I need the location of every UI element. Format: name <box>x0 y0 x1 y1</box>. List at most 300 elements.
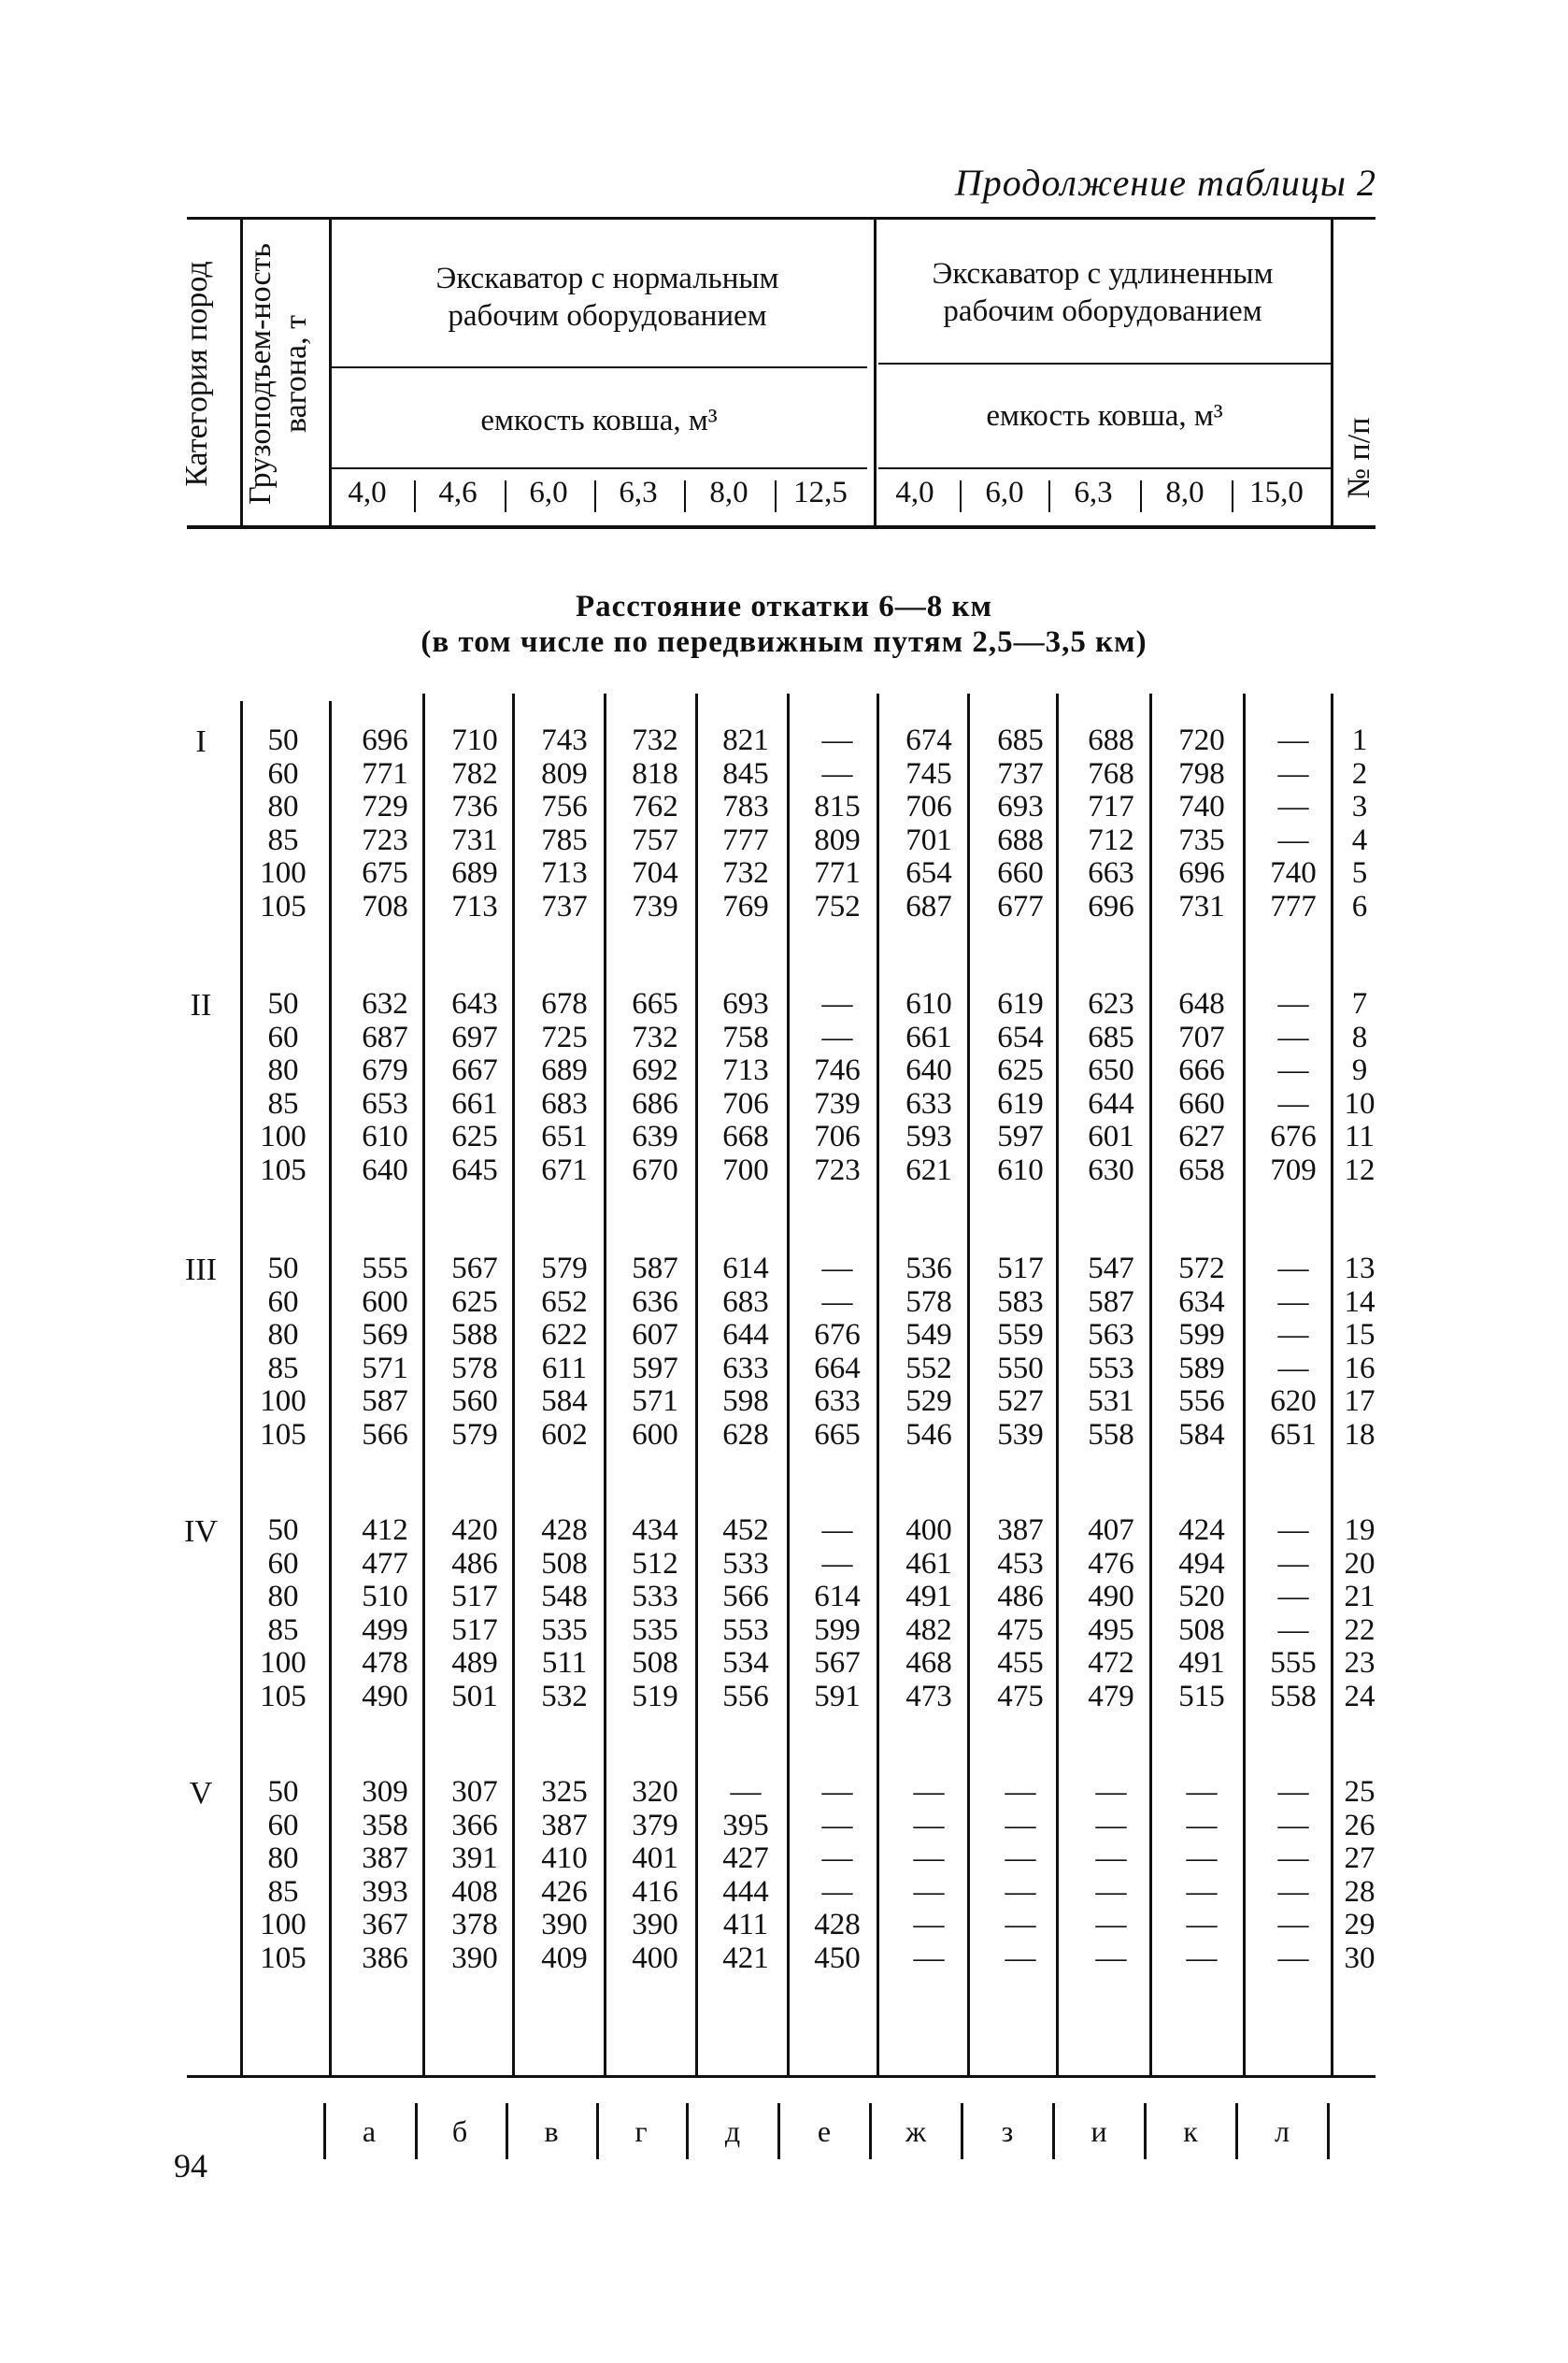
table-cell: 508 <box>1178 1612 1225 1647</box>
table-cell: 555 <box>362 1252 408 1285</box>
table-cell: 499 <box>362 1612 408 1647</box>
table-cell: — <box>913 1775 945 1809</box>
table-cell: 610 <box>997 1153 1044 1187</box>
header-bucket-extended: емкость ковша, м³ <box>986 399 1223 433</box>
table-cell: — <box>1095 1874 1127 1909</box>
letter-divider <box>323 2103 326 2159</box>
bucket-separator <box>1232 480 1233 512</box>
table-cell: 611 <box>541 1351 588 1385</box>
capacity-cell: 100 <box>260 1646 306 1680</box>
header-category: Категория пород <box>179 261 214 487</box>
capacity-cell: 85 <box>267 1612 299 1647</box>
table-cell: 777 <box>1270 889 1317 924</box>
table-cell: 486 <box>997 1580 1044 1613</box>
table-cell: 534 <box>722 1646 769 1680</box>
table-cell: 688 <box>997 823 1044 857</box>
table-cell: 740 <box>1178 790 1225 823</box>
bucket-size-extended: 15,0 <box>1249 476 1304 509</box>
table-cell: 752 <box>814 889 861 924</box>
table-cell: 768 <box>1088 756 1134 791</box>
row-number-cell: 20 <box>1344 1546 1376 1581</box>
table-cell: 552 <box>905 1351 952 1385</box>
table-cell: 395 <box>722 1808 769 1842</box>
table-cell: 704 <box>632 856 678 890</box>
column-letter: д <box>724 2114 741 2148</box>
capacity-cell: 80 <box>267 1580 299 1613</box>
table-cell: 674 <box>905 723 952 757</box>
capacity-cell: 105 <box>260 1153 306 1187</box>
table-cell: 654 <box>905 856 952 890</box>
table-cell: 517 <box>451 1612 498 1647</box>
table-cell: 556 <box>1178 1384 1225 1418</box>
header-group-extended: Экскаватор с удлиненным рабочим оборудованием <box>932 257 1274 328</box>
row-number-cell: 18 <box>1344 1417 1376 1452</box>
table-cell: 762 <box>632 790 678 823</box>
table-cell: 621 <box>905 1153 952 1187</box>
table-cell: 845 <box>722 756 769 791</box>
table-cell: — <box>1277 823 1309 857</box>
table-cell: 490 <box>1088 1580 1134 1613</box>
table-cell: 710 <box>451 723 498 757</box>
table-cell: 692 <box>632 1053 678 1087</box>
table-cell: 632 <box>362 987 408 1021</box>
table-cell: — <box>1277 1580 1309 1613</box>
row-number-cell: 11 <box>1345 1120 1375 1153</box>
table-cell: 550 <box>997 1351 1044 1385</box>
table-cell: 614 <box>814 1580 861 1613</box>
header-group-rule-extended <box>878 363 1331 365</box>
letter-divider <box>1327 2103 1330 2159</box>
table-cell: 461 <box>905 1546 952 1581</box>
table-cell: 735 <box>1178 823 1225 857</box>
table-cell: — <box>913 1874 945 1909</box>
header-bucket-rule-extended <box>878 467 1331 469</box>
row-number-cell: 15 <box>1344 1318 1376 1352</box>
row-number-cell: 19 <box>1344 1513 1376 1547</box>
table-cell: 723 <box>362 823 408 857</box>
bucket-separator <box>960 480 962 512</box>
table-cell: 731 <box>1178 889 1225 924</box>
table-cell: 434 <box>632 1513 678 1547</box>
table-cell: 697 <box>451 1020 498 1054</box>
header-capacity <box>243 234 318 514</box>
table-cell: 475 <box>997 1612 1044 1647</box>
table-cell: 566 <box>362 1417 408 1452</box>
table-cell: 579 <box>451 1417 498 1452</box>
table-cell: 821 <box>722 723 769 757</box>
table-cell: 560 <box>451 1384 498 1418</box>
table-cell: 309 <box>362 1775 408 1809</box>
table-cell: 421 <box>722 1941 769 1975</box>
table-cell: 633 <box>814 1384 861 1418</box>
row-number-cell: 8 <box>1351 1020 1368 1054</box>
table-cell: 578 <box>451 1351 498 1385</box>
table-cell: — <box>1277 1775 1309 1809</box>
table-cell: 693 <box>722 987 769 1021</box>
column-letter: е <box>817 2114 832 2148</box>
table-cell: — <box>821 1874 853 1909</box>
table-cell: — <box>1277 723 1309 757</box>
table-cell: 401 <box>632 1841 678 1875</box>
bucket-separator <box>414 480 416 512</box>
table-cell: 815 <box>814 790 861 823</box>
table-cell: 558 <box>1088 1417 1134 1452</box>
table-cell: 623 <box>1088 987 1134 1021</box>
table-cell: 771 <box>362 756 408 791</box>
row-number-cell: 2 <box>1351 756 1368 791</box>
category-label: IV <box>184 1514 218 1549</box>
column-letter: ж <box>905 2114 927 2148</box>
capacity-cell: 60 <box>267 1546 299 1581</box>
table-cell: 408 <box>451 1874 498 1909</box>
table-cell: 535 <box>632 1612 678 1647</box>
capacity-cell: 100 <box>260 856 306 890</box>
row-number-cell: 4 <box>1351 823 1368 857</box>
table-cell: 410 <box>541 1841 588 1875</box>
table-cell: — <box>1186 1841 1218 1875</box>
table-cell: 571 <box>632 1384 678 1418</box>
table-cell: — <box>821 1841 853 1875</box>
row-number-cell: 7 <box>1351 987 1368 1021</box>
table-cell: 798 <box>1178 756 1225 791</box>
capacity-cell: 80 <box>267 1053 299 1087</box>
table-cell: 627 <box>1178 1120 1225 1153</box>
table-cell: 679 <box>362 1053 408 1087</box>
table-cell: 708 <box>362 889 408 924</box>
table-cell: 452 <box>722 1513 769 1547</box>
table-cell: 723 <box>814 1153 861 1187</box>
table-cell: — <box>821 1775 853 1809</box>
header-group-normal: Экскаватор с нормальным рабочим оборудованием <box>435 262 779 333</box>
table-cell: 486 <box>451 1546 498 1581</box>
table-cell: 450 <box>814 1941 861 1975</box>
bucket-size-normal: 4,0 <box>348 476 387 509</box>
table-cell: 400 <box>632 1941 678 1975</box>
table-cell: 743 <box>541 723 588 757</box>
table-cell: 648 <box>1178 987 1225 1021</box>
row-number-cell: 9 <box>1351 1053 1368 1087</box>
table-cell: — <box>913 1841 945 1875</box>
table-cell: 701 <box>905 823 952 857</box>
table-cell: — <box>1095 1808 1127 1842</box>
table-cell: 553 <box>722 1612 769 1647</box>
table-cell: 686 <box>632 1086 678 1121</box>
bucket-size-normal: 12,5 <box>793 476 848 509</box>
letter-divider <box>961 2103 963 2159</box>
table-cell: 598 <box>722 1384 769 1418</box>
letter-divider <box>415 2103 418 2159</box>
table-cell: 539 <box>997 1417 1044 1452</box>
table-cell: — <box>1277 1318 1309 1352</box>
table-cell: 411 <box>722 1908 769 1941</box>
table-cell: 533 <box>722 1546 769 1581</box>
table-cell: 559 <box>997 1318 1044 1352</box>
table-cell: 636 <box>632 1284 678 1319</box>
table-cell: 678 <box>541 987 588 1021</box>
table-cell: — <box>1005 1775 1036 1809</box>
row-number-cell: 22 <box>1344 1612 1376 1647</box>
table-cell: 660 <box>1178 1086 1225 1121</box>
table-cell: 757 <box>632 823 678 857</box>
table-cell: — <box>1277 1086 1309 1121</box>
bucket-separator <box>594 480 596 512</box>
capacity-cell: 50 <box>267 1775 299 1809</box>
table-cell: 660 <box>997 856 1044 890</box>
table-cell: 756 <box>541 790 588 823</box>
table-cell: 475 <box>997 1679 1044 1713</box>
table-cell: 549 <box>905 1318 952 1352</box>
table-cell: 520 <box>1178 1580 1225 1613</box>
capacity-cell: 80 <box>267 1841 299 1875</box>
category-label: V <box>189 1776 213 1811</box>
capacity-cell: 105 <box>260 1941 306 1975</box>
table-cell: 584 <box>541 1384 588 1418</box>
row-number-cell: 26 <box>1344 1808 1376 1842</box>
table-cell: 567 <box>451 1252 498 1285</box>
header-group-rule-normal <box>331 366 867 368</box>
table-cell: — <box>1186 1775 1218 1809</box>
table-cell: 737 <box>541 889 588 924</box>
table-cell: 589 <box>1178 1351 1225 1385</box>
capacity-cell: 60 <box>267 1020 299 1054</box>
table-cell: — <box>1277 1284 1309 1319</box>
table-cell: 651 <box>1270 1417 1317 1452</box>
table-cell: 731 <box>451 823 498 857</box>
table-cell: 584 <box>1178 1417 1225 1452</box>
capacity-cell: 50 <box>267 1252 299 1285</box>
column-letter: а <box>362 2114 377 2148</box>
table-cell: 566 <box>722 1580 769 1613</box>
table-cell: 416 <box>632 1874 678 1909</box>
bucket-size-extended: 4,0 <box>895 476 934 509</box>
table-cell: 587 <box>362 1384 408 1418</box>
table-cell: 737 <box>997 756 1044 791</box>
table-cell: — <box>1005 1941 1036 1975</box>
table-cell: 325 <box>541 1775 588 1809</box>
row-number-cell: 10 <box>1344 1086 1376 1121</box>
table-cell: — <box>1005 1808 1036 1842</box>
table-cell: 597 <box>997 1120 1044 1153</box>
table-cell: 732 <box>722 856 769 890</box>
capacity-cell: 85 <box>267 1874 299 1909</box>
table-cell: — <box>730 1775 762 1809</box>
table-cell: 713 <box>451 889 498 924</box>
capacity-cell: 80 <box>267 1318 299 1352</box>
table-cell: 556 <box>722 1679 769 1713</box>
table-cell: 591 <box>814 1679 861 1713</box>
table-cell: 387 <box>362 1841 408 1875</box>
table-cell: 508 <box>632 1646 678 1680</box>
bucket-size-normal: 4,6 <box>438 476 478 509</box>
column-letter: з <box>1001 2114 1014 2148</box>
table-cell: — <box>1277 1020 1309 1054</box>
row-number-cell: 30 <box>1344 1941 1376 1975</box>
table-cell: 758 <box>722 1020 769 1054</box>
table-cell: 532 <box>541 1679 588 1713</box>
column-letter: б <box>451 2114 468 2148</box>
table-cell: 614 <box>722 1252 769 1285</box>
row-number-cell: 12 <box>1344 1153 1376 1187</box>
capacity-cell: 85 <box>267 1351 299 1385</box>
table-cell: 720 <box>1178 723 1225 757</box>
bucket-size-normal: 6,0 <box>529 476 568 509</box>
capacity-cell: 80 <box>267 790 299 823</box>
row-number-cell: 25 <box>1344 1775 1376 1809</box>
table-cell: 366 <box>451 1808 498 1842</box>
table-cell: 600 <box>362 1284 408 1319</box>
table-cell: 468 <box>905 1646 952 1680</box>
capacity-cell: 100 <box>260 1120 306 1153</box>
table-cell: 501 <box>451 1679 498 1713</box>
table-cell: 685 <box>1088 1020 1134 1054</box>
table-cell: 587 <box>632 1252 678 1285</box>
capacity-cell: 60 <box>267 1808 299 1842</box>
category-label: I <box>195 724 207 759</box>
table-cell: 746 <box>814 1053 861 1087</box>
header-number: № п/п <box>1342 417 1376 499</box>
table-cell: 713 <box>541 856 588 890</box>
bucket-size-extended: 6,0 <box>985 476 1024 509</box>
table-cell: 379 <box>632 1808 678 1842</box>
column-letter: в <box>544 2114 559 2148</box>
table-cell: 785 <box>541 823 588 857</box>
table-cell: 661 <box>451 1086 498 1121</box>
letter-divider <box>1052 2103 1055 2159</box>
table-cell: 622 <box>541 1318 588 1352</box>
table-cell: 453 <box>997 1546 1044 1581</box>
table-cell: — <box>1277 1612 1309 1647</box>
table-cell: 610 <box>362 1120 408 1153</box>
table-cell: 367 <box>362 1908 408 1941</box>
table-cell: 511 <box>541 1646 588 1680</box>
table-cell: 809 <box>814 823 861 857</box>
table-cell: 687 <box>905 889 952 924</box>
table-cell: 739 <box>814 1086 861 1121</box>
table-cell: 572 <box>1178 1252 1225 1285</box>
table-cell: 640 <box>905 1053 952 1087</box>
row-number-cell: 27 <box>1344 1841 1376 1875</box>
table-cell: 650 <box>1088 1053 1134 1087</box>
table-cell: — <box>1186 1808 1218 1842</box>
table-cell: 729 <box>362 790 408 823</box>
bucket-separator <box>775 480 777 512</box>
table-cell: 732 <box>632 1020 678 1054</box>
table-cell: 553 <box>1088 1351 1134 1385</box>
table-cell: 529 <box>905 1384 952 1418</box>
table-cell: — <box>1277 1841 1309 1875</box>
header-top-rule <box>187 217 1376 220</box>
bucket-separator <box>684 480 686 512</box>
table-cell: — <box>1277 987 1309 1021</box>
table-cell: 619 <box>997 1086 1044 1121</box>
table-cell: 533 <box>632 1580 678 1613</box>
table-cell: 633 <box>905 1086 952 1121</box>
table-cell: 490 <box>362 1679 408 1713</box>
table-cell: 599 <box>1178 1318 1225 1352</box>
table-cell: 387 <box>541 1808 588 1842</box>
table-cell: 426 <box>541 1874 588 1909</box>
table-cell: 407 <box>1088 1513 1134 1547</box>
table-cell: 706 <box>905 790 952 823</box>
table-cell: — <box>1186 1941 1218 1975</box>
table-cell: 670 <box>632 1153 678 1187</box>
table-cell: 531 <box>1088 1384 1134 1418</box>
table-cell: 665 <box>814 1417 861 1452</box>
column-divider <box>329 701 332 2075</box>
table-cell: 645 <box>451 1153 498 1187</box>
table-cell: 494 <box>1178 1546 1225 1581</box>
capacity-cell: 85 <box>267 1086 299 1121</box>
table-cell: 527 <box>997 1384 1044 1418</box>
table-cell: — <box>821 1020 853 1054</box>
table-cell: 472 <box>1088 1646 1134 1680</box>
table-cell: 740 <box>1270 856 1317 890</box>
header-bucket-normal: емкость ковша, м³ <box>480 404 718 437</box>
table-cell: 639 <box>632 1120 678 1153</box>
table-cell: 689 <box>541 1053 588 1087</box>
table-cell: 693 <box>997 790 1044 823</box>
table-cell: 597 <box>632 1351 678 1385</box>
category-label: II <box>190 988 212 1023</box>
table-cell: — <box>1095 1841 1127 1875</box>
table-cell: 625 <box>451 1284 498 1319</box>
table-cell: 546 <box>905 1417 952 1452</box>
table-cell: 478 <box>362 1646 408 1680</box>
letter-divider <box>1235 2103 1238 2159</box>
table-cell: 393 <box>362 1874 408 1909</box>
column-letter: л <box>1275 2114 1290 2148</box>
table-cell: 818 <box>632 756 678 791</box>
table-cell: 717 <box>1088 790 1134 823</box>
bucket-separator <box>505 480 506 512</box>
table-cell: 677 <box>997 889 1044 924</box>
table-cell: 412 <box>362 1513 408 1547</box>
table-cell: 602 <box>541 1417 588 1452</box>
table-cell: 683 <box>541 1086 588 1121</box>
table-cell: 536 <box>905 1252 952 1285</box>
table-cell: — <box>821 1284 853 1319</box>
table-cell: 420 <box>451 1513 498 1547</box>
table-cell: 665 <box>632 987 678 1021</box>
header-divider-4 <box>1331 219 1333 525</box>
table-cell: 687 <box>362 1020 408 1054</box>
header-bucket-rule-normal <box>331 467 867 469</box>
table-cell: 666 <box>1178 1053 1225 1087</box>
table-cell: 610 <box>905 987 952 1021</box>
table-cell: 593 <box>905 1120 952 1153</box>
table-cell: — <box>1005 1841 1036 1875</box>
table-cell: 587 <box>1088 1284 1134 1319</box>
footer-rule <box>187 2075 1376 2078</box>
table-cell: 567 <box>814 1646 861 1680</box>
table-cell: 547 <box>1088 1252 1134 1285</box>
table-cell: — <box>821 987 853 1021</box>
table-cell: — <box>1095 1908 1127 1941</box>
table-cell: 535 <box>541 1612 588 1647</box>
table-cell: 390 <box>632 1908 678 1941</box>
table-cell: — <box>821 1513 853 1547</box>
table-cell: — <box>1005 1874 1036 1909</box>
row-number-cell: 3 <box>1351 790 1368 823</box>
column-letter: к <box>1183 2114 1198 2148</box>
table-cell: 633 <box>722 1351 769 1385</box>
table-cell: 599 <box>814 1612 861 1647</box>
table-cell: 477 <box>362 1546 408 1581</box>
table-cell: 444 <box>722 1874 769 1909</box>
table-cell: 579 <box>541 1252 588 1285</box>
row-number-cell: 5 <box>1351 856 1368 890</box>
capacity-cell: 50 <box>267 987 299 1021</box>
